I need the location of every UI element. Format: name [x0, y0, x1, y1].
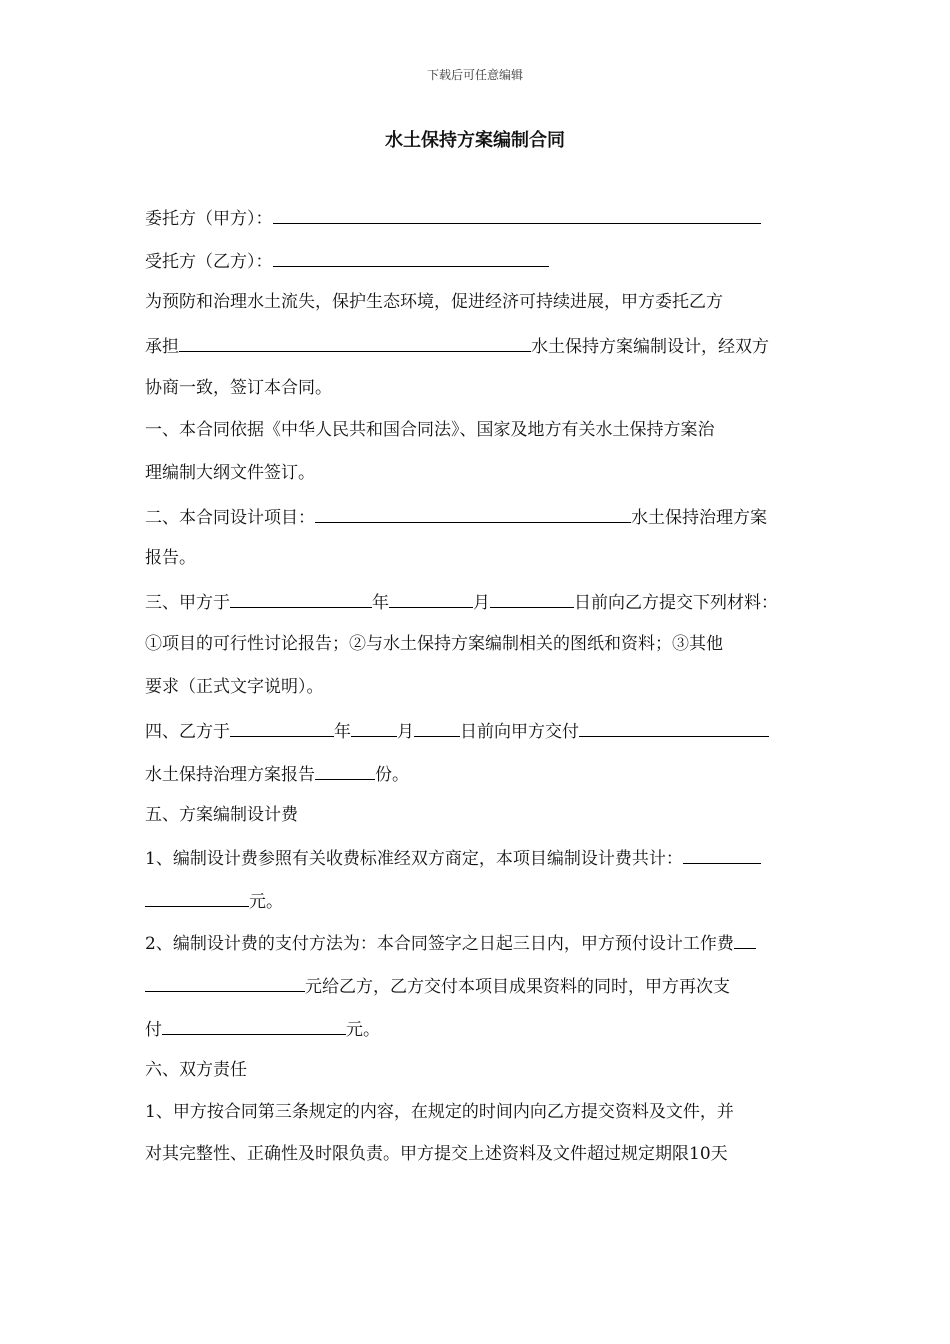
- project-blank[interactable]: [179, 333, 531, 352]
- art3-day-blank[interactable]: [490, 589, 574, 608]
- article-3-pre: 三、甲方于: [145, 593, 230, 613]
- intro-2-post: 水土保持方案编制设计，经双方: [531, 337, 769, 357]
- art3-month-label: 月: [473, 593, 490, 613]
- article-3-line-3: 要求（正式文字说明）。: [145, 677, 324, 697]
- art4-year-label: 年: [334, 722, 351, 742]
- intro-line-1: 为预防和治理水土流失，保护生态环境，促进经济可持续进展，甲方委托乙方: [145, 292, 723, 312]
- intro-2-pre: 承担: [145, 337, 179, 357]
- contract-title: 水土保持方案编制合同: [385, 130, 565, 151]
- article-5-heading: 五、方案编制设计费: [145, 805, 298, 825]
- art4-month-label: 月: [397, 722, 414, 742]
- article-2-line-2: 报告。: [145, 548, 196, 568]
- fee-2-line-3: [145, 1016, 380, 1042]
- art4-month-blank[interactable]: [351, 718, 397, 737]
- fee-1-line-2: [145, 888, 283, 914]
- prepay-blank-2[interactable]: [145, 973, 305, 992]
- article-2-line-1: [145, 504, 767, 530]
- article-4-line-1: [145, 718, 769, 744]
- article-3-line-1: [145, 589, 778, 615]
- fee-1-yuan: 元。: [249, 892, 283, 912]
- article-3-line-2: ①项目的可行性讨论报告；②与水土保持方案编制相关的图纸和资料；③其他: [145, 634, 723, 654]
- prepay-blank-1[interactable]: [734, 930, 756, 949]
- header-note: 下载后可任意编辑: [426, 68, 523, 82]
- party-b-line: [145, 248, 549, 274]
- article-6-heading: 六、双方责任: [145, 1060, 247, 1080]
- copies-blank[interactable]: [315, 761, 375, 780]
- article-4-2-post: 份。: [375, 765, 409, 785]
- article-3-post: 日前向乙方提交下列材料：: [574, 593, 778, 613]
- fee-total-blank-2[interactable]: [145, 888, 249, 907]
- art4-day-label: 日前向甲方交付: [460, 722, 579, 742]
- fee-2-line-2: [145, 973, 730, 999]
- fee-total-blank-1[interactable]: [683, 845, 761, 864]
- art3-month-blank[interactable]: [389, 589, 473, 608]
- article-1-line-2: 理编制大纲文件签订。: [145, 463, 315, 483]
- fee-2-3-post: 元。: [346, 1020, 380, 1040]
- article-4-pre: 四、乙方于: [145, 722, 230, 742]
- article-2-pre: 二、本合同设计项目：: [145, 508, 315, 528]
- article-2-post: 水土保持治理方案: [631, 508, 767, 528]
- party-a-label: 委托方（甲方）：: [145, 209, 273, 229]
- party-a-blank[interactable]: [273, 205, 761, 224]
- fee-2-line-2-text: 元给乙方，乙方交付本项目成果资料的同时，甲方再次支: [305, 977, 730, 997]
- responsibility-1-line-1: 1、甲方按合同第三条规定的内容，在规定的时间内向乙方提交资料及文件，并: [145, 1102, 734, 1122]
- art4-year-blank[interactable]: [230, 718, 334, 737]
- article-4-line-2: [145, 761, 409, 787]
- fee-1-line-1: [145, 845, 761, 871]
- fee-2-3-pre: 付: [145, 1020, 162, 1040]
- article-4-2-pre: 水土保持治理方案报告: [145, 765, 315, 785]
- intro-line-3: 协商一致，签订本合同。: [145, 378, 332, 398]
- fee-2-line-1: [145, 930, 756, 956]
- fee-2-text: 2、编制设计费的支付方法为：本合同签字之日起三日内，甲方预付设计工作费: [145, 934, 734, 954]
- responsibility-1-line-2: 对其完整性、正确性及时限负责。甲方提交上述资料及文件超过规定期限10天: [145, 1144, 728, 1164]
- party-b-blank[interactable]: [273, 248, 549, 267]
- art3-year-blank[interactable]: [230, 589, 372, 608]
- design-project-blank[interactable]: [315, 504, 631, 523]
- party-a-line: [145, 205, 761, 231]
- final-payment-blank[interactable]: [162, 1016, 346, 1035]
- art4-deliver-blank[interactable]: [579, 718, 769, 737]
- fee-1-text: 1、编制设计费参照有关收费标准经双方商定，本项目编制设计费共计：: [145, 849, 683, 869]
- art4-day-blank[interactable]: [414, 718, 460, 737]
- intro-line-2: [145, 333, 769, 359]
- art3-year-label: 年: [372, 593, 389, 613]
- article-1-line-1: 一、本合同依据《中华人民共和国合同法》、国家及地方有关水土保持方案治: [145, 420, 715, 440]
- party-b-label: 受托方（乙方）：: [145, 252, 273, 272]
